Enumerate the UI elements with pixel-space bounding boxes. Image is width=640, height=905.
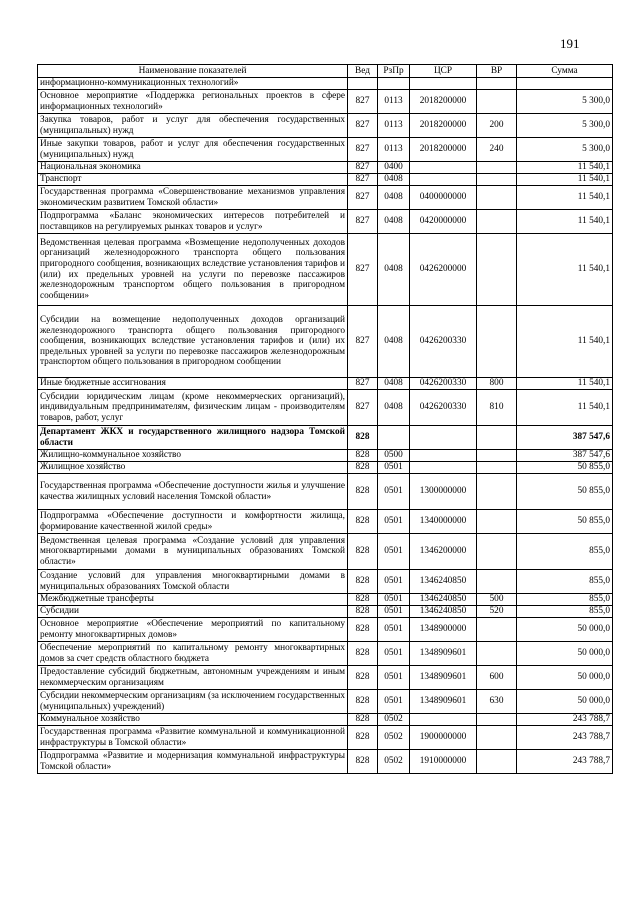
cell-csr: 0420000000 [410, 210, 477, 234]
cell-name: Подпрограмма «Обеспечение доступности и комфортности жилища, формирование качественной жилой среды» [38, 510, 348, 534]
cell-csr: 1346240850 [410, 606, 477, 618]
cell-sum [517, 78, 613, 90]
cell-ved: 828 [348, 750, 378, 774]
cell-rzpr: 0501 [378, 510, 410, 534]
cell-vr: 600 [477, 666, 517, 690]
cell-rzpr: 0408 [378, 390, 410, 426]
table-row [38, 642, 613, 666]
cell-sum: 50 000,0 [517, 666, 613, 690]
cell-csr: 1348909601 [410, 642, 477, 666]
cell-rzpr: 0501 [378, 618, 410, 642]
cell-csr [410, 78, 477, 90]
cell-rzpr: 0502 [378, 750, 410, 774]
cell-sum: 50 000,0 [517, 618, 613, 642]
cell-rzpr: 0501 [378, 462, 410, 474]
cell-sum: 11 540,1 [517, 234, 613, 306]
cell-vr: 500 [477, 594, 517, 606]
table-row [38, 462, 613, 474]
table-row [38, 714, 613, 726]
cell-ved: 827 [348, 210, 378, 234]
cell-rzpr: 0400 [378, 162, 410, 174]
cell-name: Субсидии некоммерческим организациям (за исключением государственных (муниципальных) учреждений) [38, 690, 348, 714]
cell-sum: 855,0 [517, 534, 613, 570]
cell-csr [410, 174, 477, 186]
cell-csr: 1346240850 [410, 594, 477, 606]
cell-ved: 828 [348, 450, 378, 462]
cell-csr [410, 462, 477, 474]
cell-name: Государственная программа «Совершенствование механизмов управления экономическим развитием Томской области» [38, 186, 348, 210]
cell-sum: 243 788,7 [517, 726, 613, 750]
cell-csr: 2018200000 [410, 90, 477, 114]
table-row [38, 666, 613, 690]
cell-ved: 828 [348, 594, 378, 606]
cell-rzpr: 0502 [378, 714, 410, 726]
cell-ved: 828 [348, 462, 378, 474]
table-body [38, 78, 613, 774]
table-row [38, 138, 613, 162]
cell-vr [477, 186, 517, 210]
cell-ved: 828 [348, 690, 378, 714]
table-row [38, 162, 613, 174]
cell-rzpr: 0113 [378, 114, 410, 138]
table-row [38, 750, 613, 774]
cell-sum: 11 540,1 [517, 378, 613, 390]
cell-sum: 387 547,6 [517, 450, 613, 462]
cell-csr [410, 162, 477, 174]
cell-ved: 828 [348, 666, 378, 690]
cell-csr: 0426200330 [410, 378, 477, 390]
cell-name: Государственная программа «Развитие коммунальной и коммуникационной инфраструктуры в Томской области» [38, 726, 348, 750]
table-row [38, 78, 613, 90]
cell-csr: 1346240850 [410, 570, 477, 594]
cell-vr [477, 90, 517, 114]
cell-sum: 387 547,6 [517, 426, 613, 450]
table-row [38, 186, 613, 210]
table-row [38, 390, 613, 426]
cell-vr: 800 [477, 378, 517, 390]
cell-name: Жилищное хозяйство [38, 462, 348, 474]
cell-rzpr: 0501 [378, 474, 410, 510]
cell-sum: 5 300,0 [517, 138, 613, 162]
cell-name: Субсидии юридическим лицам (кроме некоммерческих организаций), индивидуальным предпринимателям, физическим лицам - производителям товаров, работ, услуг [38, 390, 348, 426]
cell-vr [477, 234, 517, 306]
cell-ved: 827 [348, 390, 378, 426]
cell-csr: 0426200330 [410, 306, 477, 378]
table-row [38, 210, 613, 234]
cell-sum: 243 788,7 [517, 750, 613, 774]
cell-csr: 0426200330 [410, 390, 477, 426]
cell-vr [477, 210, 517, 234]
cell-name: Государственная программа «Обеспечение доступности жилья и улучшение качества жилищных условий населения Томской области» [38, 474, 348, 510]
cell-rzpr: 0408 [378, 210, 410, 234]
cell-vr [477, 642, 517, 666]
cell-name: Транспорт [38, 174, 348, 186]
cell-ved: 827 [348, 186, 378, 210]
cell-rzpr: 0113 [378, 138, 410, 162]
cell-sum: 855,0 [517, 606, 613, 618]
table-row [38, 606, 613, 618]
cell-name: Основное мероприятие «Поддержка региональных проектов в сфере информационных технологий» [38, 90, 348, 114]
cell-name: Ведомственная целевая программа «Возмещение недополученных доходов организаций железнодорожного транспорта общего пользования пригородного сообщения, возникающих вследствие установления тарифов и (или) их предельных уровней на услуги по перевозке пассажиров железнодорожным транспортом общего пользования в пригородном сообщении» [38, 234, 348, 306]
cell-vr [477, 474, 517, 510]
cell-vr [477, 510, 517, 534]
cell-sum: 11 540,1 [517, 390, 613, 426]
cell-name: Основное мероприятие «Обеспечение мероприятий по капитальному ремонту многоквартирных домов» [38, 618, 348, 642]
cell-sum: 5 300,0 [517, 114, 613, 138]
cell-rzpr: 0501 [378, 642, 410, 666]
cell-csr: 0400000000 [410, 186, 477, 210]
cell-rzpr: 0501 [378, 666, 410, 690]
cell-rzpr: 0501 [378, 570, 410, 594]
table-row [38, 426, 613, 450]
cell-rzpr: 0501 [378, 534, 410, 570]
cell-vr: 810 [477, 390, 517, 426]
table-row [38, 534, 613, 570]
cell-csr [410, 426, 477, 450]
table-row [38, 474, 613, 510]
cell-csr: 2018200000 [410, 114, 477, 138]
cell-ved: 828 [348, 714, 378, 726]
table-row [38, 510, 613, 534]
cell-csr: 1346200000 [410, 534, 477, 570]
cell-name: Национальная экономика [38, 162, 348, 174]
cell-vr [477, 306, 517, 378]
cell-ved: 828 [348, 642, 378, 666]
cell-vr [477, 78, 517, 90]
cell-csr: 1348909601 [410, 690, 477, 714]
cell-ved: 827 [348, 90, 378, 114]
cell-sum: 11 540,1 [517, 210, 613, 234]
cell-rzpr: 0113 [378, 90, 410, 114]
table-row [38, 306, 613, 378]
cell-vr [477, 162, 517, 174]
cell-rzpr: 0501 [378, 690, 410, 714]
cell-vr [477, 618, 517, 642]
table-row [38, 618, 613, 642]
cell-vr [477, 726, 517, 750]
cell-name: Департамент ЖКХ и государственного жилищного надзора Томской области [38, 426, 348, 450]
cell-ved: 828 [348, 570, 378, 594]
cell-ved: 828 [348, 510, 378, 534]
cell-ved: 827 [348, 378, 378, 390]
cell-vr [477, 570, 517, 594]
cell-name: Межбюджетные трансферты [38, 594, 348, 606]
col-header-name: Наименование показателей [38, 65, 348, 78]
col-header-rzpr: РзПр [378, 65, 410, 78]
cell-rzpr: 0501 [378, 594, 410, 606]
cell-rzpr: 0500 [378, 450, 410, 462]
cell-vr [477, 426, 517, 450]
cell-name: Коммунальное хозяйство [38, 714, 348, 726]
cell-name: информационно-коммуникационных технологий» [38, 78, 348, 90]
table-row [38, 378, 613, 390]
cell-sum: 855,0 [517, 594, 613, 606]
table-row [38, 234, 613, 306]
cell-csr [410, 450, 477, 462]
cell-ved: 828 [348, 534, 378, 570]
cell-vr: 630 [477, 690, 517, 714]
cell-ved: 828 [348, 606, 378, 618]
page-number: 191 [560, 36, 580, 51]
cell-sum: 50 855,0 [517, 510, 613, 534]
cell-ved: 827 [348, 114, 378, 138]
cell-sum: 855,0 [517, 570, 613, 594]
cell-vr: 240 [477, 138, 517, 162]
cell-vr [477, 714, 517, 726]
cell-ved: 828 [348, 726, 378, 750]
table-row [38, 594, 613, 606]
cell-ved: 828 [348, 426, 378, 450]
cell-csr: 1900000000 [410, 726, 477, 750]
cell-sum: 50 000,0 [517, 642, 613, 666]
cell-csr: 0426200000 [410, 234, 477, 306]
cell-ved: 828 [348, 618, 378, 642]
cell-csr: 1910000000 [410, 750, 477, 774]
table-row [38, 174, 613, 186]
cell-sum: 11 540,1 [517, 162, 613, 174]
cell-ved: 828 [348, 474, 378, 510]
cell-name: Ведомственная целевая программа «Создание условий для управления многоквартирными домами в муниципальных образованиях Томской области» [38, 534, 348, 570]
cell-sum: 11 540,1 [517, 174, 613, 186]
cell-ved: 827 [348, 234, 378, 306]
cell-vr [477, 462, 517, 474]
cell-name: Закупка товаров, работ и услуг для обеспечения государственных (муниципальных) нужд [38, 114, 348, 138]
cell-vr: 520 [477, 606, 517, 618]
cell-rzpr: 0408 [378, 378, 410, 390]
cell-name: Жилищно-коммунальное хозяйство [38, 450, 348, 462]
col-header-ved: Вед [348, 65, 378, 78]
cell-vr [477, 174, 517, 186]
table-row [38, 114, 613, 138]
cell-name: Иные закупки товаров, работ и услуг для обеспечения государственных (муниципальных) нужд [38, 138, 348, 162]
cell-rzpr: 0408 [378, 234, 410, 306]
cell-csr: 1348909601 [410, 666, 477, 690]
cell-ved [348, 78, 378, 90]
cell-rzpr: 0408 [378, 306, 410, 378]
cell-ved: 827 [348, 138, 378, 162]
cell-rzpr: 0408 [378, 174, 410, 186]
cell-sum: 50 000,0 [517, 690, 613, 714]
col-header-sum: Сумма [517, 65, 613, 78]
cell-csr [410, 714, 477, 726]
table-row [38, 570, 613, 594]
cell-csr: 2018200000 [410, 138, 477, 162]
cell-name: Предоставление субсидий бюджетным, автономным учреждениям и иным некоммерческим организациям [38, 666, 348, 690]
cell-sum: 50 855,0 [517, 462, 613, 474]
cell-name: Обеспечение мероприятий по капитальному ремонту многоквартирных домов за счет средств областного бюджета [38, 642, 348, 666]
cell-name: Субсидии на возмещение недополученных доходов организаций железнодорожного транспорта общего пользования пригородного сообщения, возникающих вследствие установления тарифов и (или) их предельных уровней за услуги по перевозке пассажиров железнодорожным транспортом общего пользования в пригородном сообщении [38, 306, 348, 378]
cell-name: Создание условий для управления многоквартирными домами в муниципальных образованиях Томской области [38, 570, 348, 594]
cell-vr: 200 [477, 114, 517, 138]
cell-name: Подпрограмма «Развитие и модернизация коммунальной инфраструктуры Томской области» [38, 750, 348, 774]
cell-rzpr: 0501 [378, 606, 410, 618]
table-row [38, 726, 613, 750]
cell-ved: 827 [348, 162, 378, 174]
cell-csr: 1340000000 [410, 510, 477, 534]
table-row [38, 690, 613, 714]
col-header-vr: ВР [477, 65, 517, 78]
cell-sum: 11 540,1 [517, 186, 613, 210]
cell-name: Подпрограмма «Баланс экономических интересов потребителей и поставщиков на регулируемых рынках товаров и услуг» [38, 210, 348, 234]
budget-table [37, 64, 613, 774]
col-header-csr: ЦСР [410, 65, 477, 78]
table-row [38, 450, 613, 462]
cell-ved: 827 [348, 174, 378, 186]
cell-ved: 827 [348, 306, 378, 378]
cell-csr: 1348900000 [410, 618, 477, 642]
table-header-row [38, 65, 613, 78]
cell-name: Иные бюджетные ассигнования [38, 378, 348, 390]
cell-name: Субсидии [38, 606, 348, 618]
cell-rzpr: 0408 [378, 186, 410, 210]
cell-sum: 5 300,0 [517, 90, 613, 114]
cell-vr [477, 450, 517, 462]
cell-vr [477, 534, 517, 570]
cell-sum: 243 788,7 [517, 714, 613, 726]
cell-csr: 1300000000 [410, 474, 477, 510]
cell-rzpr: 0502 [378, 726, 410, 750]
cell-rzpr [378, 426, 410, 450]
cell-rzpr [378, 78, 410, 90]
cell-vr [477, 750, 517, 774]
table-row [38, 90, 613, 114]
cell-sum: 50 855,0 [517, 474, 613, 510]
cell-sum: 11 540,1 [517, 306, 613, 378]
